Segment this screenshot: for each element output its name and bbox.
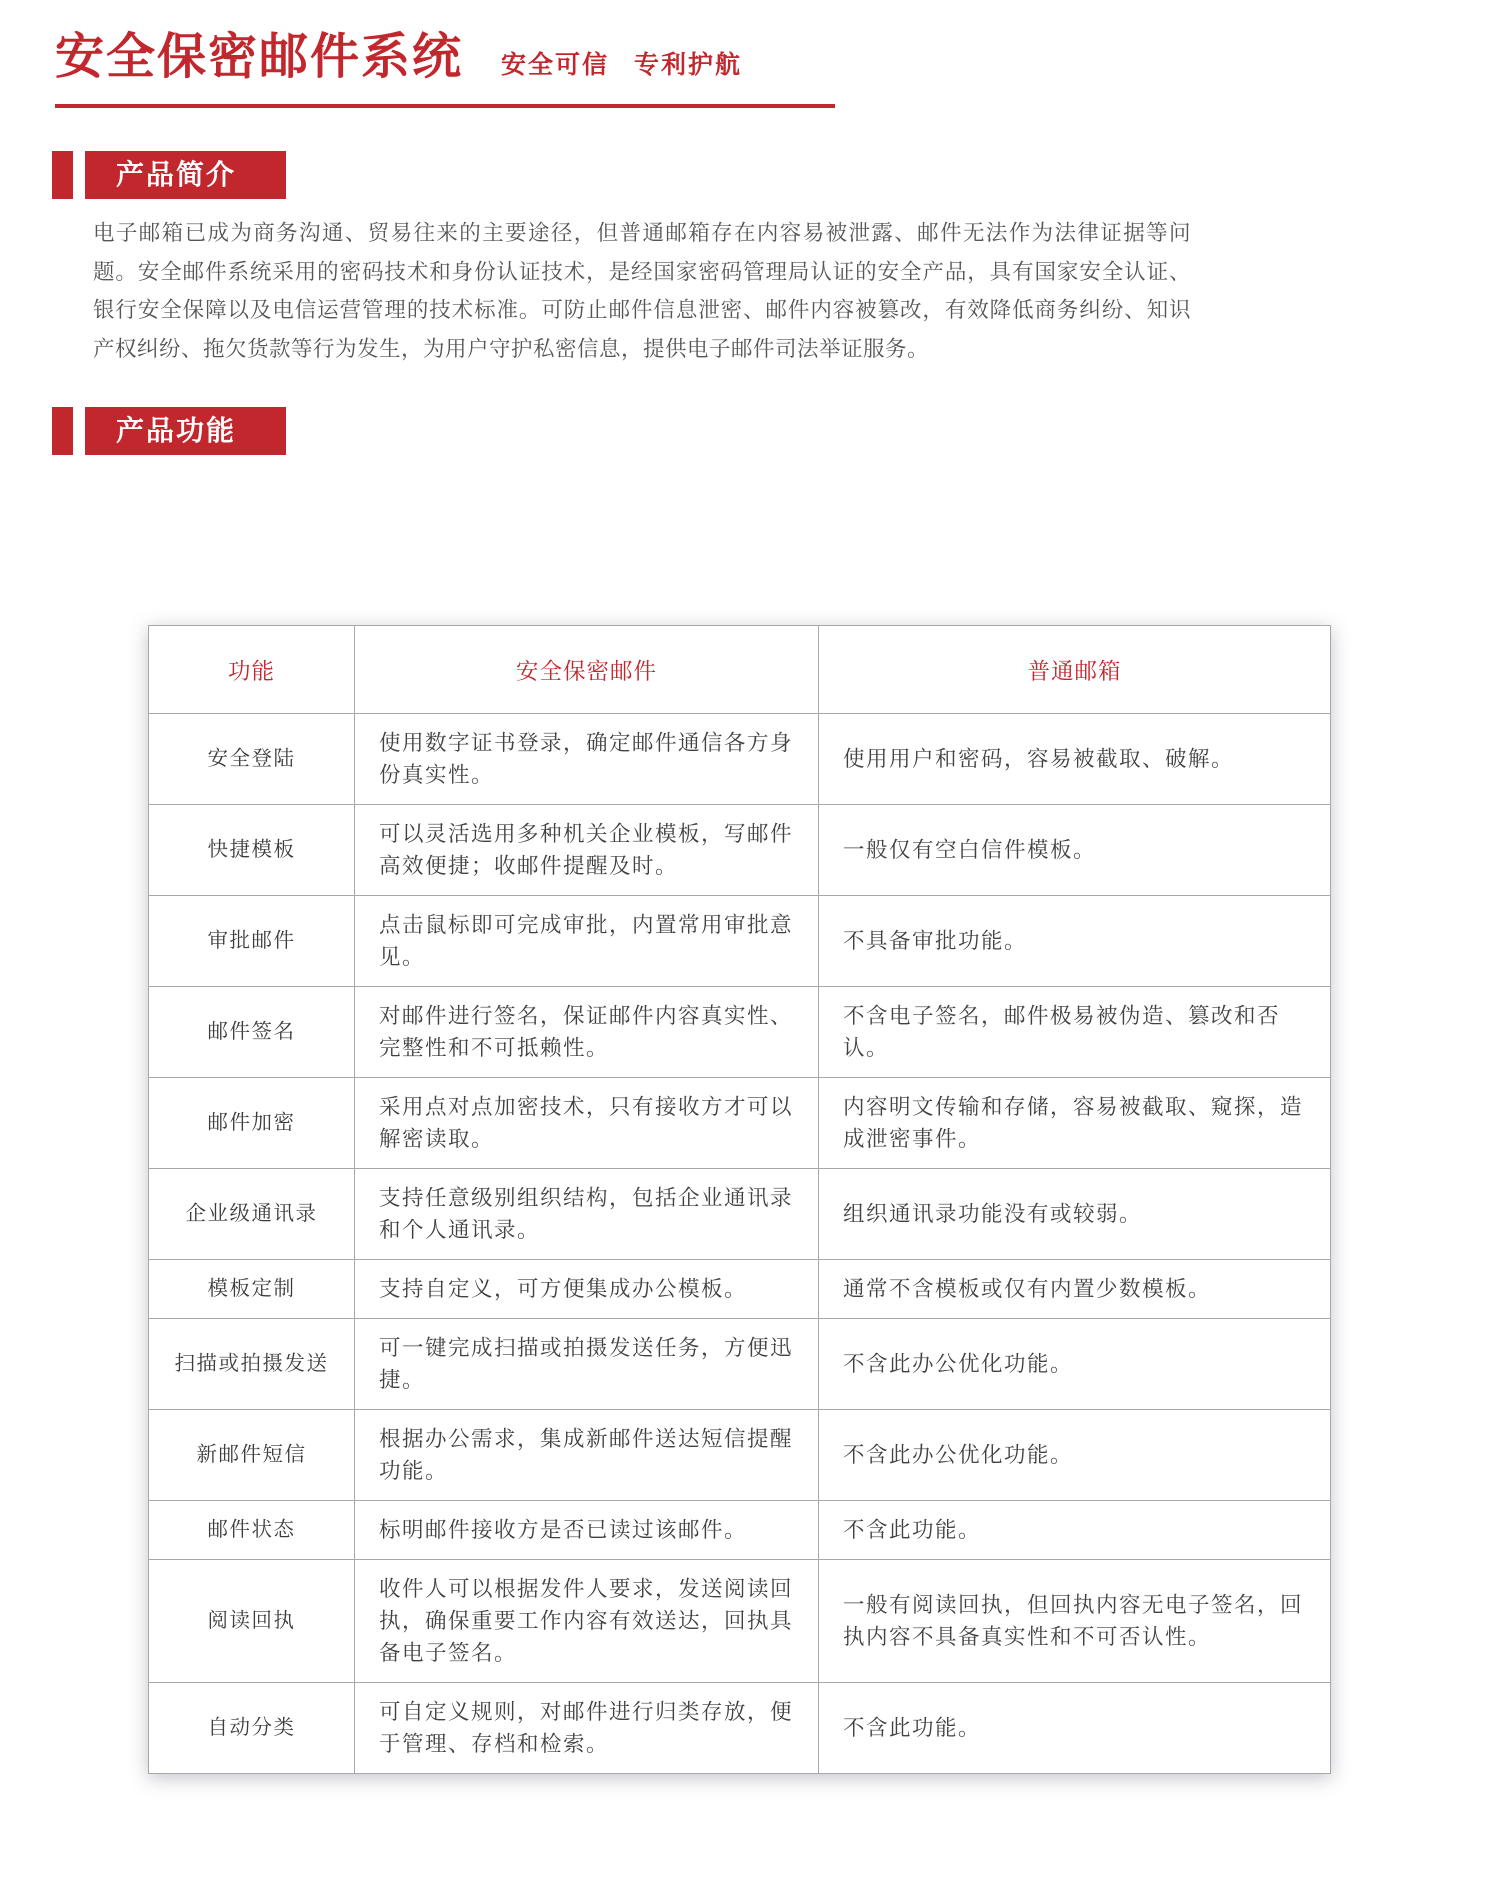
secure-mail-cell: 支持自定义，可方便集成办公模板。 xyxy=(355,1260,819,1319)
column-header-feature: 功能 xyxy=(149,626,355,714)
column-header-secure-mail: 安全保密邮件 xyxy=(355,626,819,714)
secure-mail-cell: 可自定义规则，对邮件进行归类存放，便于管理、存档和检索。 xyxy=(355,1683,819,1774)
regular-mail-cell: 不含此功能。 xyxy=(819,1501,1331,1560)
secure-mail-cell: 根据办公需求，集成新邮件送达短信提醒功能。 xyxy=(355,1410,819,1501)
regular-mail-cell: 组织通讯录功能没有或较弱。 xyxy=(819,1169,1331,1260)
table-row xyxy=(149,1078,1331,1169)
regular-mail-cell: 不含此办公优化功能。 xyxy=(819,1410,1331,1501)
feature-name-cell: 模板定制 xyxy=(149,1260,355,1319)
regular-mail-cell: 使用用户和密码，容易被截取、破解。 xyxy=(819,714,1331,805)
section-features-header xyxy=(52,407,286,455)
accent-bar xyxy=(52,407,73,455)
table-row xyxy=(149,1410,1331,1501)
feature-name-cell: 扫描或拍摄发送 xyxy=(149,1319,355,1410)
secure-mail-cell: 使用数字证书登录，确定邮件通信各方身份真实性。 xyxy=(355,714,819,805)
masthead xyxy=(55,28,742,87)
feature-name-cell: 邮件签名 xyxy=(149,987,355,1078)
secure-mail-cell: 标明邮件接收方是否已读过该邮件。 xyxy=(355,1501,819,1560)
secure-mail-cell: 对邮件进行签名，保证邮件内容真实性、完整性和不可抵赖性。 xyxy=(355,987,819,1078)
table-row xyxy=(149,1319,1331,1410)
table-row xyxy=(149,987,1331,1078)
feature-name-cell: 审批邮件 xyxy=(149,896,355,987)
secure-mail-cell: 收件人可以根据发件人要求，发送阅读回执，确保重要工作内容有效送达，回执具备电子签名。 xyxy=(355,1560,819,1683)
table-row xyxy=(149,1260,1331,1319)
regular-mail-cell: 内容明文传输和存储，容易被截取、窥探，造成泄密事件。 xyxy=(819,1078,1331,1169)
feature-name-cell: 自动分类 xyxy=(149,1683,355,1774)
table-row xyxy=(149,1560,1331,1683)
secure-mail-cell: 支持任意级别组织结构，包括企业通讯录和个人通讯录。 xyxy=(355,1169,819,1260)
feature-name-cell: 安全登陆 xyxy=(149,714,355,805)
column-header-regular-mail: 普通邮箱 xyxy=(819,626,1331,714)
section-features-title: 产品功能 xyxy=(85,407,286,455)
accent-bar xyxy=(52,151,73,199)
regular-mail-cell: 一般有阅读回执，但回执内容无电子签名，回执内容不具备真实性和不可否认性。 xyxy=(819,1560,1331,1683)
secure-mail-cell: 可以灵活选用多种机关企业模板，写邮件高效便捷；收邮件提醒及时。 xyxy=(355,805,819,896)
section-intro-title: 产品简介 xyxy=(85,151,286,199)
feature-name-cell: 邮件状态 xyxy=(149,1501,355,1560)
page-title: 安全保密邮件系统 xyxy=(55,30,464,84)
feature-name-cell: 企业级通讯录 xyxy=(149,1169,355,1260)
section-intro-header xyxy=(52,151,286,199)
table-row xyxy=(149,1169,1331,1260)
feature-name-cell: 新邮件短信 xyxy=(149,1410,355,1501)
feature-name-cell: 阅读回执 xyxy=(149,1560,355,1683)
table-row xyxy=(149,896,1331,987)
secure-mail-cell: 点击鼠标即可完成审批，内置常用审批意见。 xyxy=(355,896,819,987)
table-row xyxy=(149,1683,1331,1774)
regular-mail-cell: 一般仅有空白信件模板。 xyxy=(819,805,1331,896)
secure-mail-cell: 可一键完成扫描或拍摄发送任务，方便迅捷。 xyxy=(355,1319,819,1410)
comparison-table xyxy=(148,625,1331,1774)
intro-paragraph: 电子邮箱已成为商务沟通、贸易往来的主要途径，但普通邮箱存在内容易被泄露、邮件无法作为法律证据等问题。安全邮件系统采用的密码技术和身份认证技术，是经国家密码管理局认证的安全产品，具有国家安全认证、银行安全保障以及电信运营管理的技术标准。可防止邮件信息泄密、邮件内容被篡改，有效降低商务纠纷、知识产权纠纷、拖欠货款等行为发生，为用户守护私密信息，提供电子邮件司法举证服务。 xyxy=(93,221,1191,361)
table-header-row xyxy=(149,626,1331,714)
table-row xyxy=(149,1501,1331,1560)
regular-mail-cell: 不含此办公优化功能。 xyxy=(819,1319,1331,1410)
title-underline xyxy=(55,104,835,108)
regular-mail-cell: 不含此功能。 xyxy=(819,1683,1331,1774)
secure-mail-cell: 采用点对点加密技术，只有接收方才可以解密读取。 xyxy=(355,1078,819,1169)
regular-mail-cell: 通常不含模板或仅有内置少数模板。 xyxy=(819,1260,1331,1319)
regular-mail-cell: 不含电子签名，邮件极易被伪造、篡改和否认。 xyxy=(819,987,1331,1078)
regular-mail-cell: 不具备审批功能。 xyxy=(819,896,1331,987)
feature-name-cell: 邮件加密 xyxy=(149,1078,355,1169)
page-subtitle: 安全可信 专利护航 xyxy=(501,51,742,79)
feature-name-cell: 快捷模板 xyxy=(149,805,355,896)
table-row xyxy=(149,714,1331,805)
table-row xyxy=(149,805,1331,896)
